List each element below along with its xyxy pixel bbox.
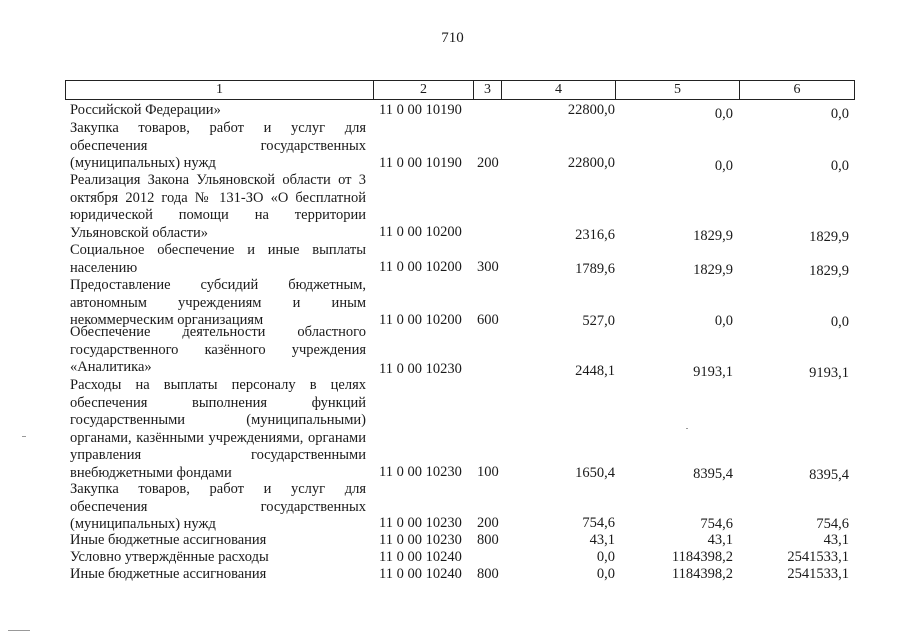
row-target-code: 11 0 00 10230	[379, 532, 462, 548]
row-target-code: 11 0 00 10230	[379, 361, 462, 377]
page-number: 710	[441, 30, 464, 46]
row-value-col5: 754,6	[700, 516, 733, 532]
row-value-col4: 0,0	[596, 566, 615, 582]
row-value-col4: 2316,6	[575, 227, 615, 243]
row-expense-type: 300	[477, 259, 499, 275]
row-target-code: 11 0 00 10190	[379, 155, 462, 171]
row-value-col6: 2541533,1	[787, 566, 849, 582]
row-target-code: 11 0 00 10200	[379, 259, 462, 275]
row-value-col4: 754,6	[582, 515, 615, 531]
table-header-row	[65, 80, 855, 100]
row-expense-type: 800	[477, 532, 499, 548]
row-value-col5: 0,0	[714, 313, 733, 329]
row-target-code: 11 0 00 10240	[379, 549, 462, 565]
row-description: Закупка товаров, работ и услуг для обеспечения государственных (муниципальных) нужд	[70, 120, 366, 172]
row-target-code: 11 0 00 10240	[379, 566, 462, 582]
row-target-code: 11 0 00 10230	[379, 515, 462, 531]
row-expense-type: 200	[477, 515, 499, 531]
scan-speck	[686, 428, 688, 429]
row-description: Закупка товаров, работ и услуг для обеспечения государственных (муниципальных) нужд	[70, 481, 366, 533]
row-value-col5: 1829,9	[693, 262, 733, 278]
row-value-col5: 0,0	[714, 158, 733, 174]
header-col-4: 4	[502, 81, 616, 99]
row-description: Условно утверждённые расходы	[70, 549, 269, 565]
row-value-col5: 1184398,2	[671, 549, 733, 565]
row-target-code: 11 0 00 10200	[379, 224, 462, 240]
row-expense-type: 800	[477, 566, 499, 582]
row-value-col5: 43,1	[707, 532, 733, 548]
row-description: Реализация Закона Ульяновской области от 3 октября 2012 года № 131-ЗО «О бесплатной юридической помощи на территории Ульяновской области»	[70, 172, 366, 241]
scan-speck	[22, 436, 26, 437]
header-col-3: 3	[474, 81, 502, 99]
row-value-col6: 8395,4	[809, 467, 849, 483]
header-col-6: 6	[793, 82, 801, 97]
row-value-col4: 22800,0	[567, 155, 615, 171]
row-value-col4: 1650,4	[575, 465, 615, 481]
row-target-code: 11 0 00 10230	[379, 464, 462, 480]
row-value-col5: 1184398,2	[671, 566, 733, 582]
row-value-col6: 1829,9	[809, 263, 849, 279]
row-value-col6: 1829,9	[809, 229, 849, 245]
row-description: Предоставление субсидий бюджетным, автономным учреждениям и иным некоммерческим организациям	[70, 277, 366, 329]
row-expense-type: 200	[477, 155, 499, 171]
row-value-col6: 9193,1	[809, 365, 849, 381]
row-value-col6: 43,1	[823, 532, 849, 548]
row-description: Расходы на выплаты персоналу в целях обеспечения выполнения функций государственными (муниципальными) органами, казёнными учреждениями, органами управления государственными внебюджетными фондами	[70, 377, 366, 481]
scan-speck	[8, 630, 30, 631]
row-value-col5: 8395,4	[693, 466, 733, 482]
row-value-col4: 527,0	[582, 313, 615, 329]
row-description: Иные бюджетные ассигнования	[70, 566, 267, 582]
row-value-col6: 2541533,1	[787, 549, 849, 565]
row-value-col4: 0,0	[596, 549, 615, 565]
row-value-col6: 0,0	[830, 158, 849, 174]
row-value-col4: 43,1	[589, 532, 615, 548]
row-value-col6: 754,6	[816, 516, 849, 532]
row-value-col6: 0,0	[830, 106, 849, 122]
row-value-col4: 22800,0	[567, 102, 615, 118]
row-target-code: 11 0 00 10190	[379, 102, 462, 118]
header-col-5: 5	[616, 81, 740, 99]
row-description: Обеспечение деятельности областного государственного казённого учреждения «Аналитика»	[70, 324, 366, 376]
row-value-col4: 2448,1	[575, 363, 615, 379]
row-target-code: 11 0 00 10200	[379, 312, 462, 328]
row-expense-type: 100	[477, 464, 499, 480]
header-col-2: 2	[374, 81, 474, 99]
row-value-col5: 9193,1	[693, 364, 733, 380]
row-value-col5: 0,0	[714, 106, 733, 122]
row-value-col4: 1789,6	[575, 261, 615, 277]
row-description: Иные бюджетные ассигнования	[70, 532, 267, 548]
row-value-col6: 0,0	[830, 314, 849, 330]
row-description: Социальное обеспечение и иные выплаты населению	[70, 242, 366, 276]
row-value-col5: 1829,9	[693, 228, 733, 244]
header-col-1: 1	[66, 81, 374, 99]
row-expense-type: 600	[477, 312, 499, 328]
row-description: Российской Федерации»	[70, 102, 221, 118]
